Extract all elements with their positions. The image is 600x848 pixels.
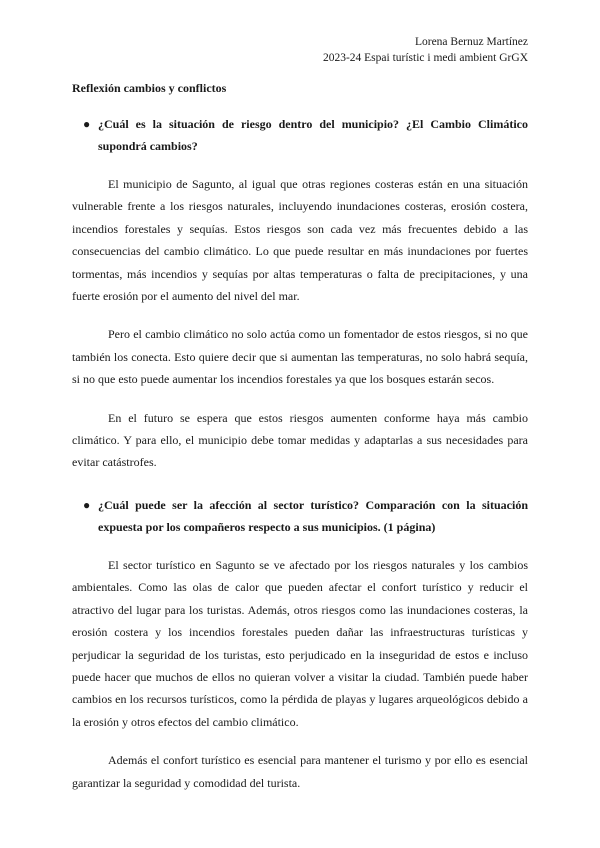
question-1	[72, 113, 528, 157]
page-header	[323, 34, 528, 66]
question-2-text: ¿Cuál puede ser la afección al sector turístico? Comparación con la situación expuesta por los compañeros respecto a sus municipios. (1 página)	[98, 497, 528, 534]
paragraph: El sector turístico en Sagunto se ve afectado por los riesgos naturales y los cambios ambientales. Como las olas de calor que pueden afectar el confort turístico y reducir el atractivo del lugar para los turistas. Además, otros riesgos como las inundaciones costeras, la erosión costera y los incendios forestales pueden dañar las infraestructuras turísticas y perjudicar la seguridad de los turistas, esto perjudicado en la inseguridad de estos e incluso puede hacer que muchos de ellos no quieran volver a visitar la ciudad. También puede haber cambios en los recursos turísticos, como la pérdida de playas y lugares arqueológicos debido a la erosión y otros efectos del cambio climático.	[72, 557, 528, 729]
paragraph: Además el confort turístico es esencial para mantener el turismo y por ello es esencial garantizar la seguridad y comodidad del turista.	[72, 753, 528, 790]
bullet-icon: ●	[83, 117, 91, 131]
bullet-icon: ●	[83, 497, 91, 512]
paragraph: En el futuro se espera que estos riesgos aumenten conforme haya más cambio climático. Y para ello, el municipio debe tomar medidas y adaptarlas a sus necesidades para evitar catástrofes.	[72, 410, 528, 470]
question-1-text: ¿Cuál es la situación de riesgo dentro del municipio? ¿El Cambio Climático supondrá cambios?	[98, 117, 528, 153]
paragraph: El municipio de Sagunto, al igual que otras regiones costeras están en una situación vulnerable frente a los riesgos naturales, incluyendo inundaciones costeras, erosión costera, incendios forestales y sequías. Estos riesgos son cada vez más frecuentes debido a las consecuencias del cambio climático. Lo que puede resultar en más inundaciones por fuertes tormentas, más incendios y sequías por altas temperaturas o falta de precipitaciones, y una fuerte erosión por el aumento del nivel del mar.	[72, 177, 528, 304]
question-2	[72, 494, 528, 538]
section-title: Reflexión cambios y conflictos	[72, 81, 227, 95]
author-name: Lorena Bernuz Martínez	[414, 36, 528, 48]
course-name: 2023-24 Espai turístic i medi ambient GrGX	[322, 52, 528, 64]
paragraph: Pero el cambio climático no solo actúa como un fomentador de estos riesgos, si no que también los conecta. Esto quiere decir que si aumentan las temperaturas, no solo habrá sequía, si no que esto puede aumentar los incendios forestales ya que los bosques estarán secos.	[72, 327, 528, 387]
document-body	[72, 80, 528, 810]
